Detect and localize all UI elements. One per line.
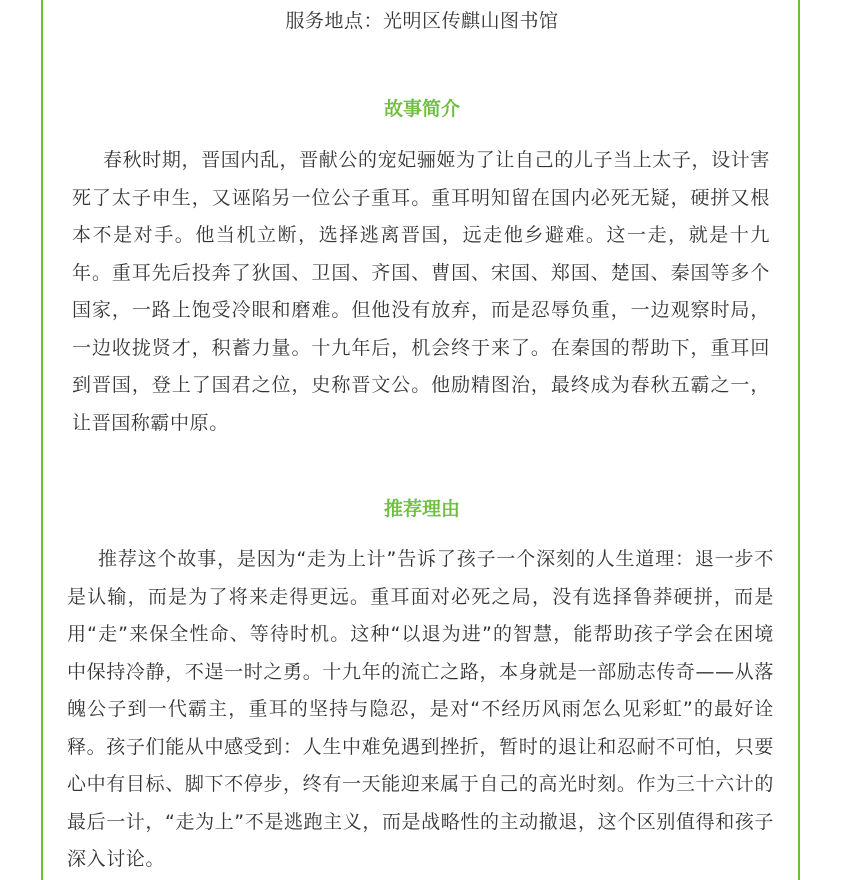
story-heading: 故事简介 <box>383 98 460 120</box>
story-paragraph: 春秋时期，晋国内乱，晋献公的宠妃骊姬为了让自己的儿子当上太子，设计害死了太子申生，又诬陷另一位公子重耳。重耳明知留在国内必死无疑，硬拼又根本不是对手。他当机立断，选择逃离晋国，远走他乡避难。这一走，就是十九年。重耳先后投奔了狄国、卫国、齐国、曹国、宋国、郑国、楚国、秦国等多个国家，一路上饱受冷眼和磨难。但他没有放弃，而是忍辱负重，一边观察时局，一边收拢贤才，积蓄力量。十九年后，机会终于来了。在秦国的帮助下，重耳回到晋国，登上了国君之位，史称晋文公。他励精图治，最终成为春秋五霸之一，让晋国称霸中原。 <box>72 149 770 434</box>
service-location: 服务地点：光明区传麒山图书馆 <box>285 10 559 32</box>
reason-paragraph: 推荐这个故事，是因为“走为上计”告诉了孩子一个深刻的人生道理：退一步不是认输，而是为了将来走得更远。重耳面对必死之局，没有选择鲁莽硬拼，而是用“走”来保全性命、等待时机。这种“以退为进”的智慧，能帮助孩子学会在困境中保持冷静，不逞一时之勇。十九年的流亡之路，本身就是一部励志传奇——从落魄公子到一代霸主，重耳的坚持与隐忍，是对“不经历风雨怎么见彩虹”的最好诠释。孩子们能从中感受到：人生中难免遇到挫折，暂时的退让和忍耐不可怕，只要心中有目标、脚下不停步，终有一天能迎来属于自己的高光时刻。作为三十六计的最后一计，“走为上”不是逃跑主义，而是战略性的主动撤退，这个区别值得和孩子深入讨论。 <box>67 548 774 870</box>
reason-heading: 推荐理由 <box>383 498 460 520</box>
